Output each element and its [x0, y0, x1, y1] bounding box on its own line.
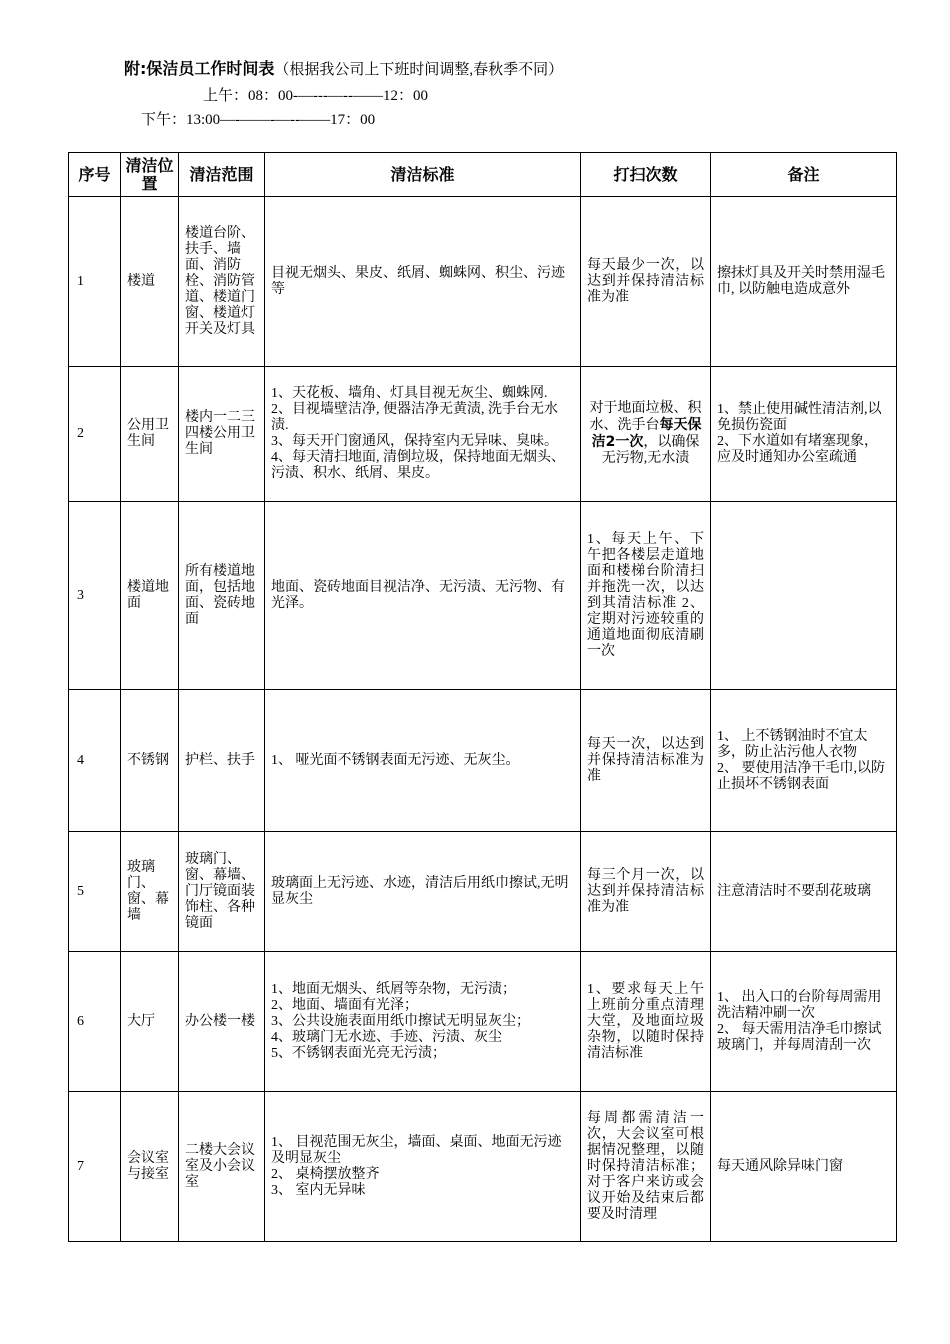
cell-scope: 玻璃门、窗、幕墙、门厅镜面装饰柱、各种镜面: [179, 832, 265, 952]
remark-line: 2、下水道如有堵塞现象，应及时通知办公室疏通: [717, 434, 878, 465]
title-main: 附:保洁员工作时间表: [124, 59, 275, 78]
cell-standard: [265, 197, 581, 367]
header-scope: 清洁范围: [179, 153, 265, 197]
table-row: [69, 197, 897, 367]
cell-scope: 所有楼道地面，包括地面、瓷砖地面: [179, 502, 265, 690]
cell-seq: 6: [69, 952, 121, 1092]
cell-position: 公用卫生间: [121, 367, 179, 502]
cell-remark: [711, 502, 897, 690]
cell-seq: 7: [69, 1092, 121, 1242]
standard-line: 4、每天清扫地面, 清倒垃圾，保持地面无烟头、污渍、积水、纸屑、果皮。: [271, 450, 565, 481]
standard-line: 3、公共设施表面用纸巾擦试无明显灰尘；: [271, 1013, 530, 1029]
cell-remark: [711, 197, 897, 367]
remark-line: 1、禁止使用碱性清洁剂,以免损伤瓷面: [717, 402, 882, 433]
cell-standard: [265, 952, 581, 1092]
standard-line: 1、 哑光面不锈钢表面无污迹、无灰尘。: [271, 752, 520, 768]
cell-remark: [711, 690, 897, 832]
cell-standard: [265, 690, 581, 832]
cell-frequency: 1、每天上午、下午把各楼层走道地面和楼梯台阶清扫并拖洗一次，以达到其清洁标准 2、定期对污迹较重的通道地面彻底清刷一次: [581, 502, 711, 690]
cell-scope: 二楼大会议室及小会议室: [179, 1092, 265, 1242]
standard-line: 2、 桌椅摆放整齐: [271, 1166, 380, 1182]
cell-scope: 楼内一二三四楼公用卫生间: [179, 367, 265, 502]
cell-standard: [265, 832, 581, 952]
standard-line: 地面、瓷砖地面目视洁净、无污渍、无污物、有光泽。: [271, 579, 565, 611]
cell-frequency: 每天最少一次，以达到并保持清洁标准为准: [581, 197, 711, 367]
page-title: [124, 56, 563, 79]
standard-line: 目视无烟头、果皮、纸屑、蜘蛛网、积尘、污迹等: [271, 265, 565, 297]
standard-line: 3、每天开门窗通风，保持室内无异味、臭味。: [271, 434, 558, 449]
cell-seq: 5: [69, 832, 121, 952]
remark-line: 注意清洁时不要刮花玻璃: [717, 883, 871, 899]
cell-standard: [265, 1092, 581, 1242]
schedule-table: [68, 152, 897, 1242]
remark-line: 每天通风除异味门窗: [717, 1158, 843, 1174]
standard-line: 1、地面无烟头、纸屑等杂物，无污渍；: [271, 981, 516, 997]
cell-standard: [265, 502, 581, 690]
frequency-emphasis: 每天保洁2一次: [591, 417, 702, 450]
standard-line: 1、 目视范围无灰尘，墙面、桌面、地面无污迹及明显灰尘: [271, 1134, 562, 1166]
cell-frequency: 每天一次，以达到并保持清洁标准为准: [581, 690, 711, 832]
standard-line: 玻璃面上无污迹、水迹，清洁后用纸巾擦试,无明显灰尘: [271, 875, 569, 907]
cell-position: 大厅: [121, 952, 179, 1092]
cell-frequency: 每三个月一次，以达到并保持清洁标准为准: [581, 832, 711, 952]
cell-standard: [265, 367, 581, 502]
table-row: [69, 952, 897, 1092]
header-frequency: 打扫次数: [581, 153, 711, 197]
cell-remark: [711, 832, 897, 952]
remark-line: 1、 出入口的台阶每周需用洗洁精冲刷一次: [717, 989, 882, 1021]
remark-line: 2、 每天需用洁净毛巾擦试玻璃门，并每周清刮一次: [717, 1021, 882, 1053]
table-row: [69, 1092, 897, 1242]
header-position: 清洁位置: [121, 153, 179, 197]
cell-scope: 楼道台阶、扶手、墙面、消防栓、消防管道、楼道门窗、楼道灯开关及灯具: [179, 197, 265, 367]
standard-line: 5、不锈钢表面光亮无污渍；: [271, 1045, 446, 1061]
cell-position: 楼道: [121, 197, 179, 367]
cell-position: 楼道地面: [121, 502, 179, 690]
afternoon-hours: 下午：13:00—-——-—--——17：00: [141, 112, 376, 128]
table-row: [69, 832, 897, 952]
standard-line: 2、目视墙壁洁净, 便器洁净无黄渍, 洗手台无水渍.: [271, 402, 558, 433]
remark-line: 2、 要使用洁净干毛巾,以防止损坏不锈钢表面: [717, 760, 885, 792]
header-standard: 清洁标准: [265, 153, 581, 197]
cell-frequency: 1、要求每天上午上班前分重点清理大堂，及地面垃圾杂物，以随时保持清洁标准: [581, 952, 711, 1092]
frequency-text-end: ，以确保无污物,无水渍: [601, 435, 700, 466]
header-seq: 序号: [69, 153, 121, 197]
cell-position: 会议室与接室: [121, 1092, 179, 1242]
standard-line: 1、天花板、墙角、灯具目视无灰尘、蜘蛛网.: [271, 386, 548, 401]
cell-seq: 2: [69, 367, 121, 502]
cell-frequency: [581, 367, 711, 502]
frequency-text: 对于地面垃极、积水、洗手台: [589, 401, 702, 433]
cell-frequency: 每周都需清洁一次，大会议室可根据情况整理，以随时保持清洁标准；对于客户来访或会议开始及结束后都要及时清理: [581, 1092, 711, 1242]
remark-line: 1、 上不锈钢油时不宜太多，防止沾污他人衣物: [717, 728, 868, 760]
cell-seq: 1: [69, 197, 121, 367]
table-header-row: [69, 153, 897, 197]
header-remark: 备注: [711, 153, 897, 197]
cell-scope: 办公楼一楼: [179, 952, 265, 1092]
cell-seq: 4: [69, 690, 121, 832]
standard-line: 4、玻璃门无水迹、手迹、污渍、灰尘: [271, 1029, 502, 1045]
cell-seq: 3: [69, 502, 121, 690]
standard-line: 2、地面、墙面有光泽；: [271, 997, 418, 1013]
morning-hours: 上午：08：00-—---—--——12：00: [203, 88, 428, 104]
table-row: [69, 690, 897, 832]
cell-position: 不锈钢: [121, 690, 179, 832]
table-row: [69, 367, 897, 502]
cell-remark: [711, 952, 897, 1092]
cell-remark: [711, 367, 897, 502]
cell-position: 玻璃门、窗、幕墙: [121, 832, 179, 952]
title-note: （根据我公司上下班时间调整,春秋季不同）: [274, 62, 564, 78]
remark-line: 擦抹灯具及开关时禁用湿毛巾, 以防触电造成意外: [717, 265, 885, 297]
cell-remark: [711, 1092, 897, 1242]
table-row: [69, 502, 897, 690]
standard-line: 3、 室内无异味: [271, 1182, 366, 1198]
cell-scope: 护栏、扶手: [179, 690, 265, 832]
